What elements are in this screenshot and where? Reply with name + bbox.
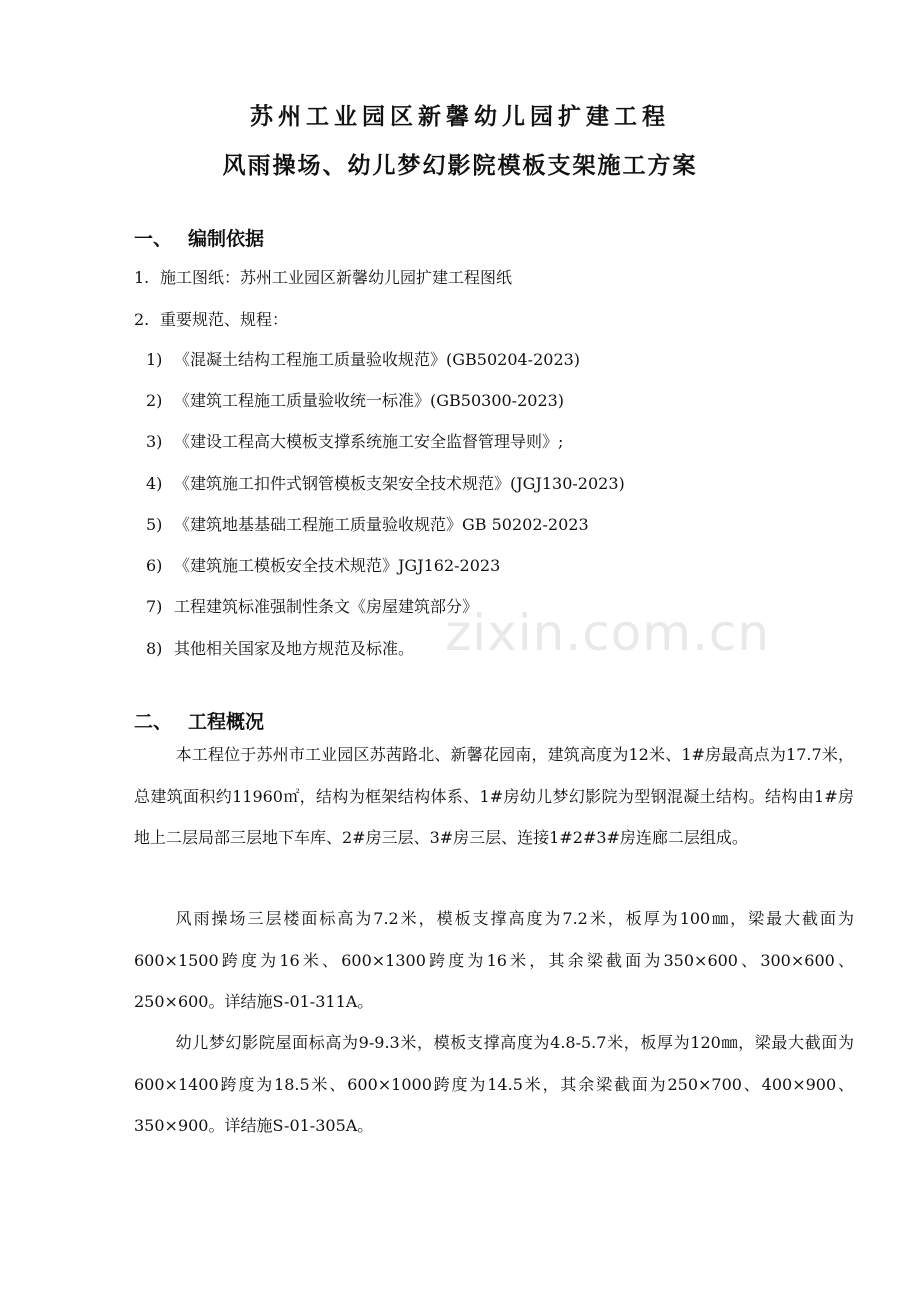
sub-list-item bbox=[146, 597, 478, 617]
section2-number: 二、 bbox=[134, 711, 173, 733]
document-title-line2: 风雨操场、幼儿梦幻影院模板支架施工方案 bbox=[222, 153, 698, 179]
sub-item-text: 《建筑工程施工质量验收统一标准》(GB50300-2023) bbox=[174, 391, 565, 410]
sub-list-item bbox=[146, 639, 414, 659]
sub-list-item bbox=[146, 350, 580, 370]
sub-item-text: 《建筑地基基础工程施工质量验收规范》GB 50202-2023 bbox=[174, 515, 589, 534]
sub-item-number: 2) bbox=[146, 391, 163, 410]
watermark: zixin.com.cn bbox=[445, 604, 771, 662]
sub-item-text: 《建设工程高大模板支撑系统施工安全监督管理导则》; bbox=[174, 432, 564, 451]
sub-item-text: 《建筑施工模板安全技术规范》JGJ162-2023 bbox=[174, 556, 501, 575]
sub-item-text: 《混凝土结构工程施工质量验收规范》(GB50204-2023) bbox=[174, 350, 581, 369]
sub-item-text: 工程建筑标准强制性条文《房屋建筑部分》 bbox=[174, 597, 479, 616]
section2-heading bbox=[134, 707, 264, 734]
sub-item-text: 其他相关国家及地方规范及标准。 bbox=[174, 639, 415, 658]
sub-item-number: 5) bbox=[146, 515, 163, 534]
overview-paragraph-1: 本工程位于苏州市工业园区苏茜路北、新馨花园南，建筑高度为12米、1#房最高点为17.7米，总建筑面积约11960㎡，结构为框架结构体系、1#房幼儿梦幻影院为型钢混凝土结构。结构由1#房地上二层局部三层地下车库、2#房三层、3#房三层、连接1#2#3#房连廊二层组成。 bbox=[134, 745, 854, 847]
item-text: 施工图纸：苏州工业园区新馨幼儿园扩建工程图纸 bbox=[160, 268, 513, 287]
sub-item-number: 6) bbox=[146, 556, 163, 575]
section1-title: 编制依据 bbox=[188, 228, 265, 250]
item-number: 1. bbox=[134, 268, 150, 287]
sub-item-number: 7) bbox=[146, 597, 163, 616]
item-number: 2. bbox=[134, 310, 150, 329]
document-title-line1: 苏州工业园区新馨幼儿园扩建工程 bbox=[250, 104, 670, 130]
sub-list-item bbox=[146, 432, 563, 452]
sub-list-item bbox=[146, 556, 500, 576]
list-item bbox=[134, 268, 512, 288]
item-text: 重要规范、规程： bbox=[160, 310, 289, 329]
sub-item-text: 《建筑施工扣件式钢管模板支架安全技术规范》(JGJ130-2023) bbox=[174, 474, 625, 493]
sub-item-number: 1) bbox=[146, 350, 163, 369]
section1-heading bbox=[134, 224, 264, 251]
sub-list-item bbox=[146, 391, 564, 411]
sub-list-item bbox=[146, 515, 589, 535]
section2-title: 工程概况 bbox=[188, 711, 265, 733]
overview-paragraph-3: 幼儿梦幻影院屋面标高为9-9.3米，模板支撑高度为4.8-5.7米，板厚为120㎜，梁最大截面为600×1400跨度为18.5米、600×1000跨度为14.5米，其余梁截面为250×700、400×900、350×900。详结施S-01-305A。 bbox=[134, 1033, 854, 1135]
overview-paragraph-2: 风雨操场三层楼面标高为7.2米，模板支撑高度为7.2米，板厚为100㎜，梁最大截面为600×1500跨度为16米、600×1300跨度为16米，其余梁截面为350×600、300×600、250×600。详结施S-01-311A。 bbox=[134, 909, 854, 1011]
sub-item-number: 8) bbox=[146, 639, 163, 658]
sub-item-number: 4) bbox=[146, 474, 163, 493]
section1-number: 一、 bbox=[134, 228, 173, 250]
list-item bbox=[134, 310, 288, 330]
sub-list-item bbox=[146, 474, 625, 494]
sub-item-number: 3) bbox=[146, 432, 163, 451]
